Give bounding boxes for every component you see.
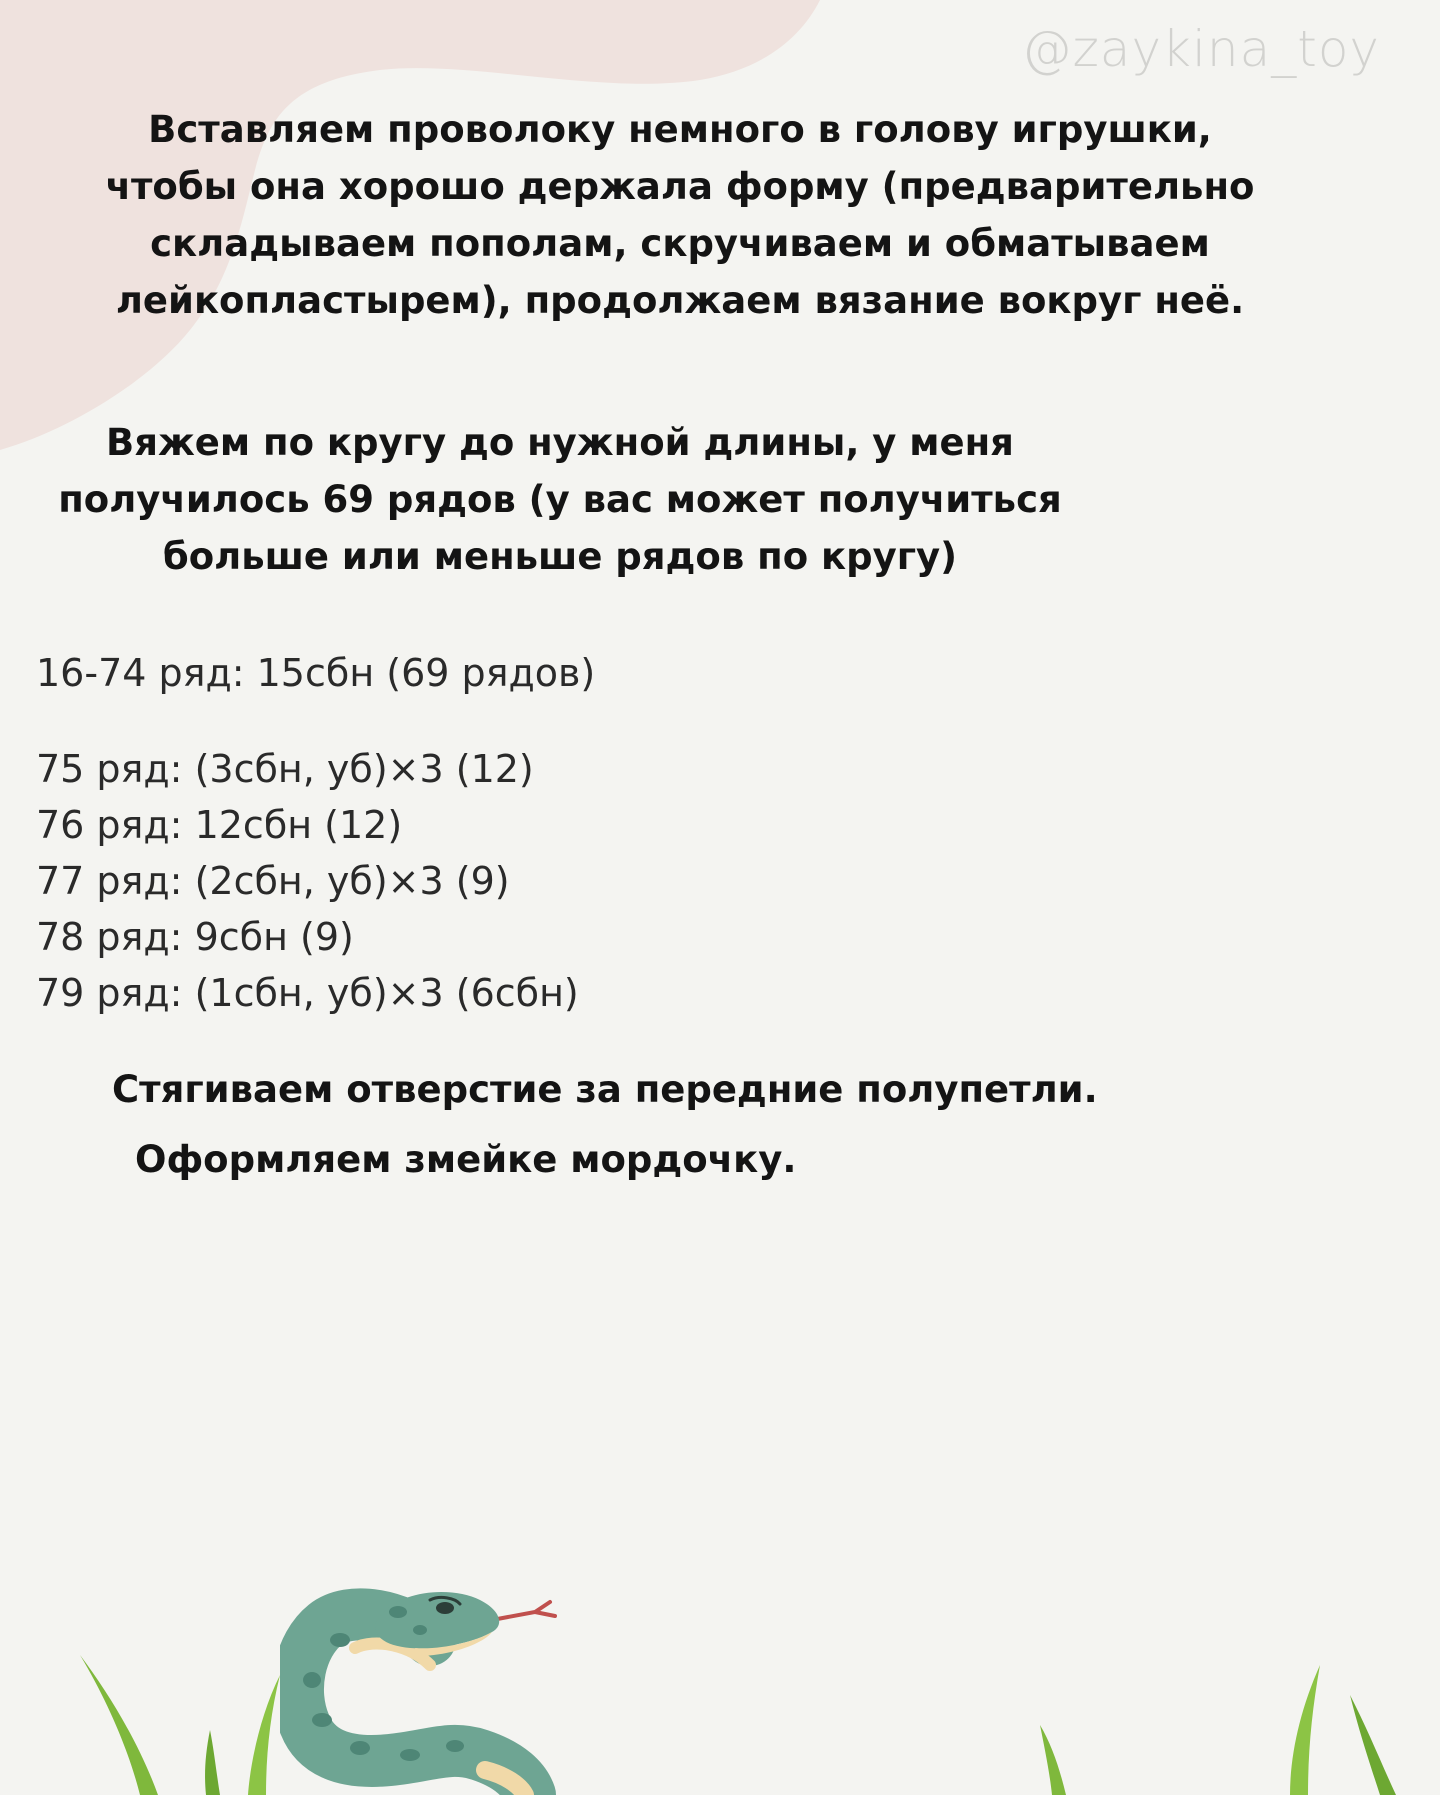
circle-line: больше или меньше рядов по кругу) <box>162 535 958 578</box>
rows-main-list <box>36 645 595 701</box>
grass-left-icon <box>70 1655 310 1795</box>
row-instruction: 79 ряд: (1сбн, уб)×3 (6сбн) <box>36 971 579 1015</box>
row-instruction: 76 ряд: 12сбн (12) <box>36 803 403 847</box>
circle-paragraph <box>40 414 1080 585</box>
intro-paragraph <box>95 101 1265 329</box>
grass-right-icon <box>1000 1655 1400 1795</box>
circle-line: получилось 69 рядов (у вас может получиться <box>58 478 1062 521</box>
circle-line: Вяжем по кругу до нужной длины, у меня <box>106 421 1014 464</box>
row-instruction: 78 ряд: 9сбн (9) <box>36 915 354 959</box>
intro-line: складываем пополам, скручиваем и обматываем <box>150 222 1210 265</box>
intro-line: лейкопластырем), продолжаем вязание вокруг неё. <box>115 279 1245 322</box>
intro-line: чтобы она хорошо держала форму (предварительно <box>105 165 1255 208</box>
author-handle: @zaykina_toy <box>1021 20 1380 78</box>
intro-line: Вставляем проволоку немного в голову игрушки, <box>148 108 1212 151</box>
snake-illustration <box>280 1570 630 1795</box>
row-instruction: 16-74 ряд: 15сбн (69 рядов) <box>36 651 596 695</box>
closing-line-1: Стягиваем отверстие за передние полупетли. <box>112 1068 1098 1111</box>
row-instruction: 77 ряд: (2сбн, уб)×3 (9) <box>36 859 510 903</box>
closing-line-2: Оформляем змейке мордочку. <box>135 1138 797 1181</box>
rows-decrease-list <box>36 741 579 1021</box>
row-instruction: 75 ряд: (3сбн, уб)×3 (12) <box>36 747 534 791</box>
